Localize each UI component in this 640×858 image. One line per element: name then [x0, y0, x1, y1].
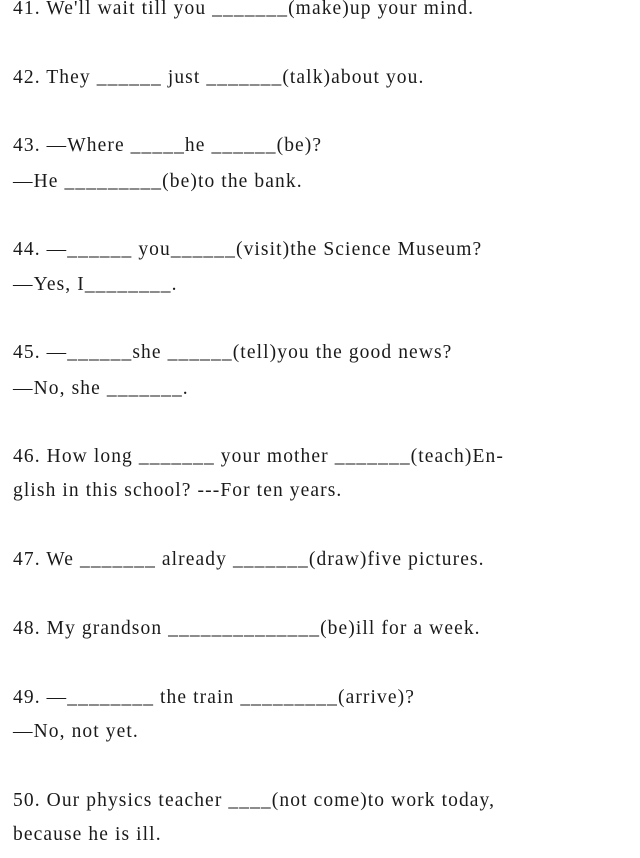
- question-49-prompt: 49. —________ the train _________(arrive)?: [13, 687, 415, 708]
- question-42-text: 42. They ______ just _______(talk)about you.: [13, 67, 425, 88]
- question-43-prompt: 43. —Where _____he ______(be)?: [13, 135, 323, 156]
- question-46-text: 46. How long _______ your mother _______(teach)En-: [13, 446, 504, 467]
- question-41-text: 41. We'll wait till you _______(make)up your mind.: [13, 0, 475, 19]
- question-44-response: —Yes, I________.: [13, 274, 178, 295]
- question-48-text: 48. My grandson ______________(be)ill for a week.: [13, 618, 481, 639]
- question-45-prompt: 45. —______she ______(tell)you the good news?: [13, 342, 453, 363]
- question-50-text: 50. Our physics teacher ____(not come)to work today,: [13, 790, 496, 811]
- question-46-continuation: glish in this school? ---For ten years.: [13, 480, 343, 501]
- question-49-response: —No, not yet.: [13, 721, 139, 742]
- question-45-response: —No, she _______.: [13, 378, 189, 399]
- question-47-text: 47. We _______ already _______(draw)five pictures.: [13, 549, 485, 570]
- question-50-continuation: because he is ill.: [13, 824, 162, 845]
- question-44-prompt: 44. —______ you______(visit)the Science Museum?: [13, 239, 483, 260]
- question-43-response: —He _________(be)to the bank.: [13, 171, 303, 192]
